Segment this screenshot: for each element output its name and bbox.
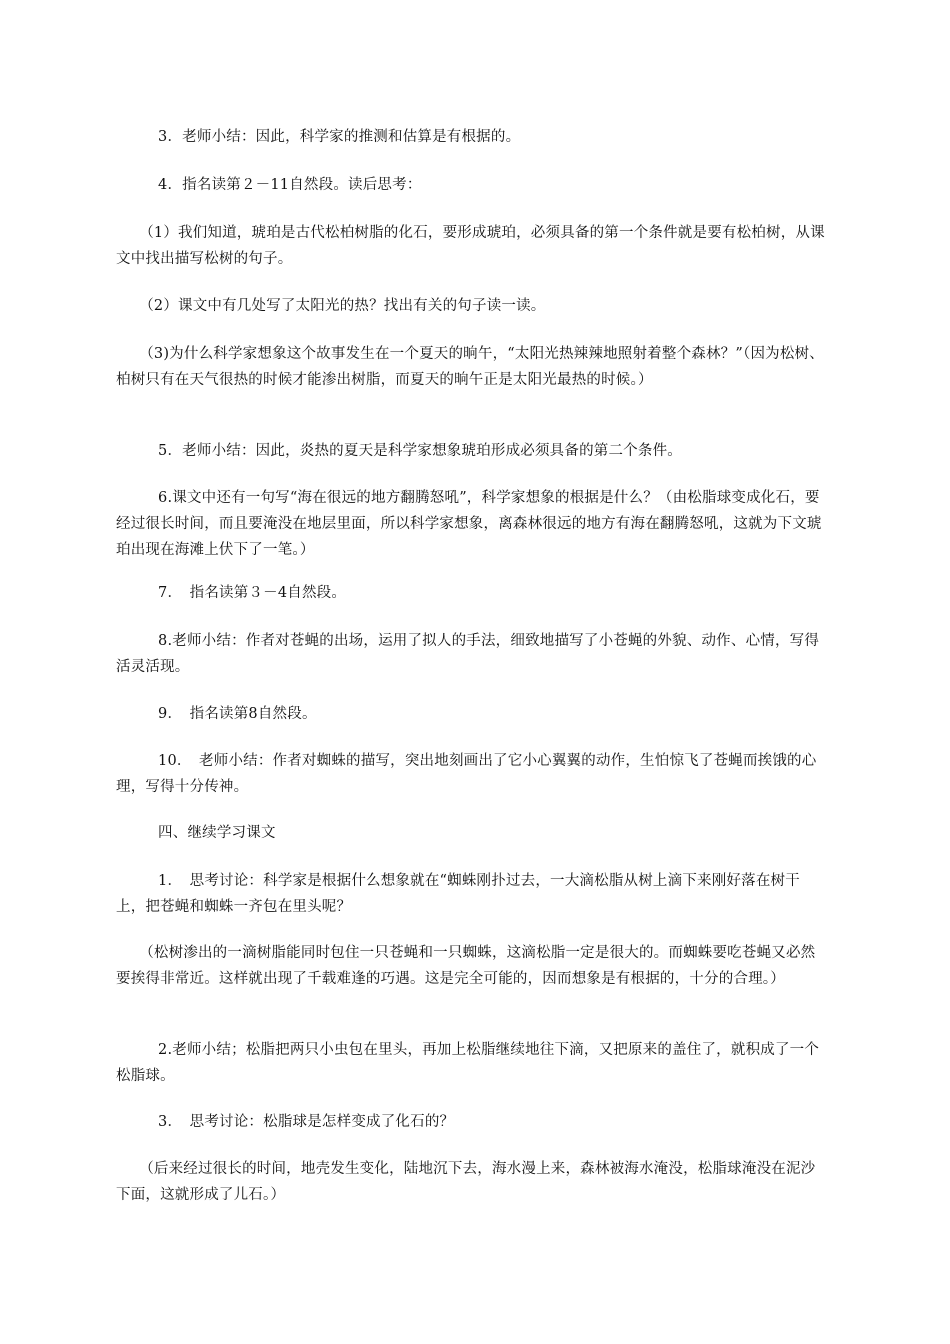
paragraph-10: 9． 指名读第8自然段。	[158, 706, 317, 722]
paragraph-16: （后来经过很长的时间，地壳发生变化，陆地沉下去，海水漫上来，森林被海水淹没，松脂球淹没在泥沙下面，这就形成了儿石。）	[116, 1161, 816, 1203]
paragraph-12: 1． 思考讨论：科学家是根据什么想象就在“蜘蛛刚扑过去，一大滴松脂从树上滴下来刚好落在树干上，把苍蝇和蜘蛛一齐包在里头呢？	[116, 873, 800, 915]
paragraph-9: 8.老师小结：作者对苍蝇的出场，运用了拟人的手法，细致地描写了小苍蝇的外貌、动作、心情，写得活灵活现。	[116, 633, 820, 675]
paragraph-2: 4．指名读第２－11自然段。读后思考：	[158, 177, 422, 193]
paragraph-8: 7． 指名读第３－4自然段。	[158, 585, 347, 601]
paragraph-6: 5．老师小结：因此，炎热的夏天是科学家想象琥珀形成必须具备的第二个条件。	[158, 443, 682, 459]
paragraph-13: （松树渗出的一滴树脂能同时包住一只苍蝇和一只蜘蛛，这滴松脂一定是很大的。而蜘蛛要吃苍蝇又必然要挨得非常近。这样就出现了千载难逢的巧遇。这是完全可能的，因而想象是有根据的，十分的合理。）	[116, 945, 816, 987]
paragraph-7: 6.课文中还有一句写“海在很远的地方翻腾怒吼”，科学家想象的根据是什么？（由松脂球变成化石，要经过很长时间，而且要淹没在地层里面，所以科学家想象，离森林很远的地方有海在翻腾怒吼，这就为下文琥珀出现在海滩上伏下了一笔。）	[116, 490, 822, 558]
paragraph-1: 3．老师小结：因此，科学家的推测和估算是有根据的。	[158, 129, 521, 145]
paragraph-3: （1）我们知道，琥珀是古代松柏树脂的化石，要形成琥珀，必须具备的第一个条件就是要有松柏树，从课文中找出描写松树的句子。	[116, 225, 825, 267]
section-heading: 四、继续学习课文	[158, 825, 276, 841]
paragraph-4: （2）课文中有几处写了太阳光的热？找出有关的句子读一读。	[139, 298, 546, 314]
paragraph-15: 3． 思考讨论：松脂球是怎样变成了化石的？	[158, 1114, 455, 1130]
paragraph-11: 10． 老师小结：作者对蜘蛛的描写，突出地刻画出了它小心翼翼的动作，生怕惊飞了苍蝇而挨饿的心理，写得十分传神。	[116, 753, 817, 795]
paragraph-5: （3)为什么科学家想象这个故事发生在一个夏天的晌午，“太阳光热辣辣地照射着整个森林？”（因为松树、柏树只有在天气很热的时候才能渗出树脂，而夏天的晌午正是太阳光最热的时候。）	[116, 346, 824, 388]
paragraph-14: 2.老师小结；松脂把两只小虫包在里头，再加上松脂继续地往下滴，又把原来的盖住了，就积成了一个松脂球。	[116, 1042, 820, 1084]
